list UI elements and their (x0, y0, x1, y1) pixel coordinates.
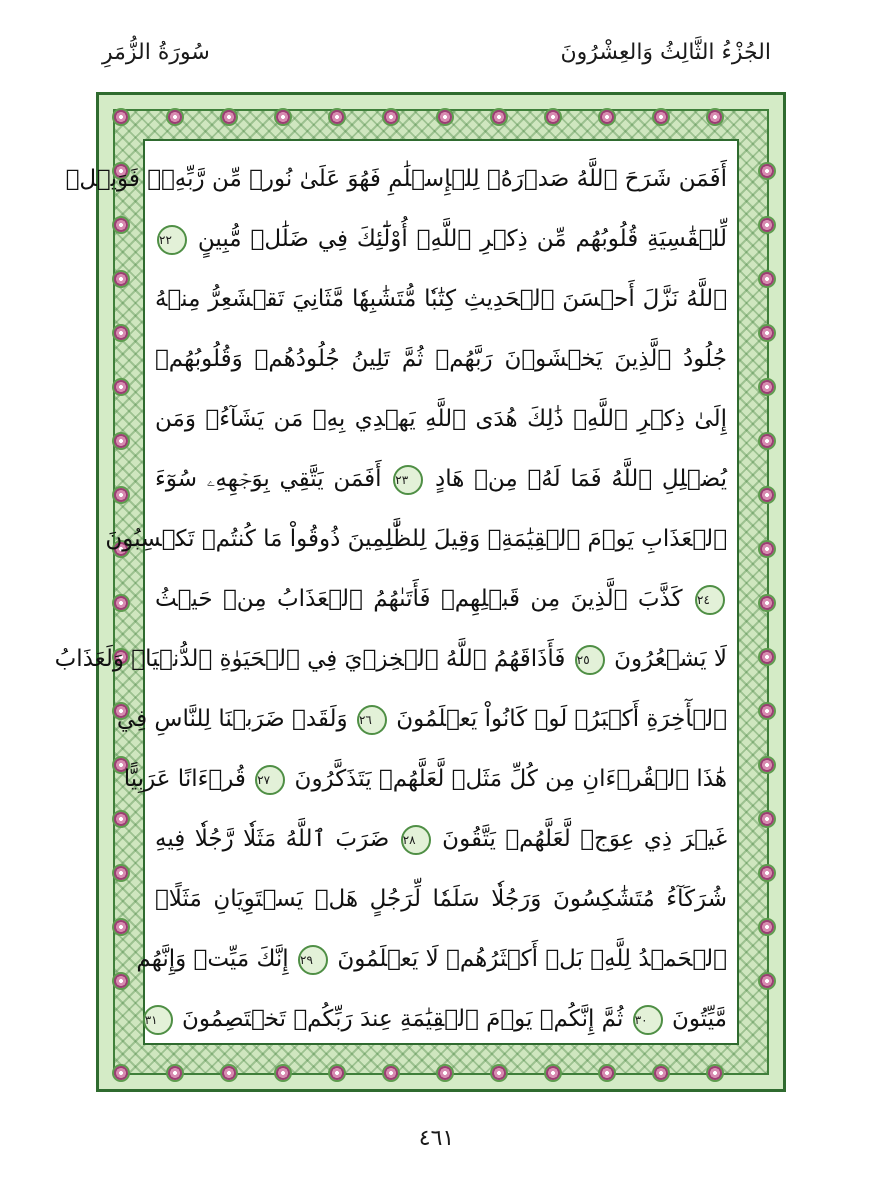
rosette-ornament (384, 1066, 398, 1080)
verse-lines (54, 141, 737, 1043)
rosette-ornament (276, 1066, 290, 1080)
rosette-ornament (438, 1066, 452, 1080)
rosette-ornament (114, 434, 128, 448)
rosette-ornament (114, 488, 128, 502)
ayah-number-marker: ٢٨ (401, 825, 431, 855)
rosette-ornament (114, 1066, 128, 1080)
ayah-number-marker: ٢٥ (575, 645, 605, 675)
ayah-number-marker: ٣٠ (633, 1005, 663, 1035)
verse-text: ٱللَّهُ نَزَّلَ أَحۡسَنَ ٱلۡحَدِيثِ كِتَٰبٗا مُّتَشَٰبِهٗا مَّثَانِيَ تَقۡشَعِرُّ مِنۡهُ (155, 286, 727, 312)
rosette-ornament (114, 812, 128, 826)
rosette-ornament (114, 920, 128, 934)
rosette-ornament (114, 380, 128, 394)
verse-text: ٱلۡحَمۡدُ لِلَّهِۚ بَلۡ أَكۡثَرُهُمۡ لَا يَعۡلَمُونَ (337, 946, 727, 972)
verse-line (155, 269, 727, 329)
verse-text: جُلُودُ ٱلَّذِينَ يَخۡشَوۡنَ رَبَّهُمۡ ثُمَّ تَلِينُ جُلُودُهُمۡ وَقُلُوبُهُمۡ (155, 346, 727, 372)
ayah-number-marker: ٢٩ (298, 945, 328, 975)
verse-line (155, 569, 727, 629)
verse-line (155, 869, 727, 929)
verse-text: كَذَّبَ ٱلَّذِينَ مِن قَبۡلِهِمۡ فَأَتَىٰهُمُ ٱلۡعَذَابُ مِنۡ حَيۡثُ (155, 586, 683, 612)
ayah-number-marker: ٢٦ (357, 705, 387, 735)
rosette-ornament (114, 218, 128, 232)
verse-line (123, 749, 727, 809)
rosette-ornament (114, 596, 128, 610)
verse-line (155, 389, 727, 449)
rosette-ornament (760, 326, 774, 340)
rosette-ornament (760, 704, 774, 718)
text-panel (54, 139, 739, 1045)
verse-line (54, 629, 727, 689)
page-number: ٤٦١ (418, 1126, 455, 1151)
rosette-ornament (114, 272, 128, 286)
rosette-ornament (760, 380, 774, 394)
rosette-ornament (708, 1066, 722, 1080)
rosette-ornament (222, 1066, 236, 1080)
verse-text: أَفَمَن شَرَحَ ٱللَّهُ صَدۡرَهُۥ لِلۡإِسۡلَٰمِ فَهُوَ عَلَىٰ نُورٖ مِّن رَّبِّهِۦۚ فَوَيۡلٞ (65, 166, 727, 192)
rosette-ornament (760, 272, 774, 286)
verse-text: هَٰذَا ٱلۡقُرۡءَانِ مِن كُلِّ مَثَلٖ لَّعَلَّهُمۡ يَتَذَكَّرُونَ (294, 766, 727, 792)
rosette-ornament (546, 110, 560, 124)
rosette-ornament (760, 542, 774, 556)
verse-text: إِلَىٰ ذِكۡرِ ٱللَّهِۚ ذَٰلِكَ هُدَى ٱللَّهِ يَهۡدِي بِهِۦ مَن يَشَآءُۚ وَمَن (155, 406, 727, 432)
verse-text: شُرَكَآءُ مُتَشَٰكِسُونَ وَرَجُلٗا سَلَمٗا لِّرَجُلٍ هَلۡ يَسۡتَوِيَانِ مَثَلًاۚ (155, 886, 727, 912)
rosette-ornament (708, 110, 722, 124)
verse-text: وَلَقَدۡ ضَرَبۡنَا لِلنَّاسِ فِي (116, 706, 348, 732)
verse-text: قُرۡءَانًا عَرَبِيًّا (123, 766, 246, 792)
rosette-ornament (546, 1066, 560, 1080)
verse-line (105, 509, 727, 569)
verse-text: ضَرَبَ ٱللَّهُ مَثَلٗا رَّجُلٗا فِيهِ (155, 826, 390, 852)
ayah-number-marker: ٢٣ (393, 465, 423, 495)
rosette-ornament (760, 164, 774, 178)
rosette-ornament (114, 866, 128, 880)
rosette-ornament (330, 110, 344, 124)
verse-line (155, 449, 727, 509)
ayah-number-marker: ٢٧ (255, 765, 285, 795)
rosette-ornament (330, 1066, 344, 1080)
verse-line (155, 209, 727, 269)
verse-text: مَّيِّتُونَ (672, 1006, 727, 1032)
verse-line (144, 989, 727, 1049)
rosette-ornament (384, 110, 398, 124)
rosette-ornament (760, 596, 774, 610)
rosette-ornament (492, 1066, 506, 1080)
rosette-ornament (760, 488, 774, 502)
verse-text: أَفَمَن يَتَّقِي بِوَجۡهِهِۦ سُوٓءَ (155, 466, 382, 492)
rosette-ornament (760, 866, 774, 880)
ayah-number-marker: ٢٢ (157, 225, 187, 255)
rosette-ornament (654, 110, 668, 124)
rosette-ornament (760, 434, 774, 448)
verse-text: يُضۡلِلِ ٱللَّهُ فَمَا لَهُۥ مِنۡ هَادٍ (435, 466, 728, 492)
surah-title: سُورَةُ الزُّمَرِ (102, 40, 210, 65)
rosette-ornament (114, 974, 128, 988)
verse-text: فَأَذَاقَهُمُ ٱللَّهُ ٱلۡخِزۡيَ فِي ٱلۡحَيَوٰةِ ٱلدُّنۡيَاۖ وَلَعَذَابُ (54, 646, 566, 672)
rosette-ornament (492, 110, 506, 124)
rosette-ornament (760, 758, 774, 772)
verse-text: لَا يَشۡعُرُونَ (614, 646, 727, 672)
rosette-ornament (760, 218, 774, 232)
verse-line (116, 689, 727, 749)
rosette-ornament (600, 1066, 614, 1080)
verse-line (155, 809, 727, 869)
rosette-ornament (114, 326, 128, 340)
verse-line (155, 329, 727, 389)
verse-line (136, 929, 727, 989)
rosette-ornament (168, 110, 182, 124)
verse-text: ٱلۡأٓخِرَةِ أَكۡبَرُۚ لَوۡ كَانُواْ يَعۡلَمُونَ (396, 706, 727, 732)
rosette-ornament (276, 110, 290, 124)
rosette-ornament (760, 920, 774, 934)
verse-text: ٱلۡعَذَابِ يَوۡمَ ٱلۡقِيَٰمَةِۚ وَقِيلَ لِلظَّٰلِمِينَ ذُوقُواْ مَا كُنتُمۡ تَكۡسِبُونَ (105, 526, 727, 552)
ayah-number-marker: ٣١ (143, 1005, 173, 1035)
verse-line (65, 149, 727, 209)
rosette-ornament (222, 110, 236, 124)
verse-text: غَيۡرَ ذِي عِوَجٖ لَّعَلَّهُمۡ يَتَّقُونَ (442, 826, 728, 852)
rosette-ornament (168, 1066, 182, 1080)
verse-text: لِّلۡقَٰسِيَةِ قُلُوبُهُم مِّن ذِكۡرِ ٱللَّهِۚ أُوْلَٰٓئِكَ فِي ضَلَٰلٖ مُّبِينٍ (197, 226, 728, 252)
verse-text: ثُمَّ إِنَّكُمۡ يَوۡمَ ٱلۡقِيَٰمَةِ عِندَ رَبِّكُمۡ تَخۡتَصِمُونَ (182, 1006, 624, 1032)
juz-title: الجُزْءُ الثَّالِثُ وَالعِشْرُونَ (560, 40, 771, 65)
ayah-number-marker: ٢٤ (695, 585, 725, 615)
rosette-ornament (600, 110, 614, 124)
verse-text: إِنَّكَ مَيِّتٞ وَإِنَّهُم (136, 946, 289, 972)
rosette-ornament (438, 110, 452, 124)
rosette-ornament (760, 812, 774, 826)
rosette-ornament (760, 650, 774, 664)
rosette-ornament (760, 974, 774, 988)
ornamental-frame (54, 92, 786, 1092)
rosette-ornament (654, 1066, 668, 1080)
rosette-ornament (114, 110, 128, 124)
